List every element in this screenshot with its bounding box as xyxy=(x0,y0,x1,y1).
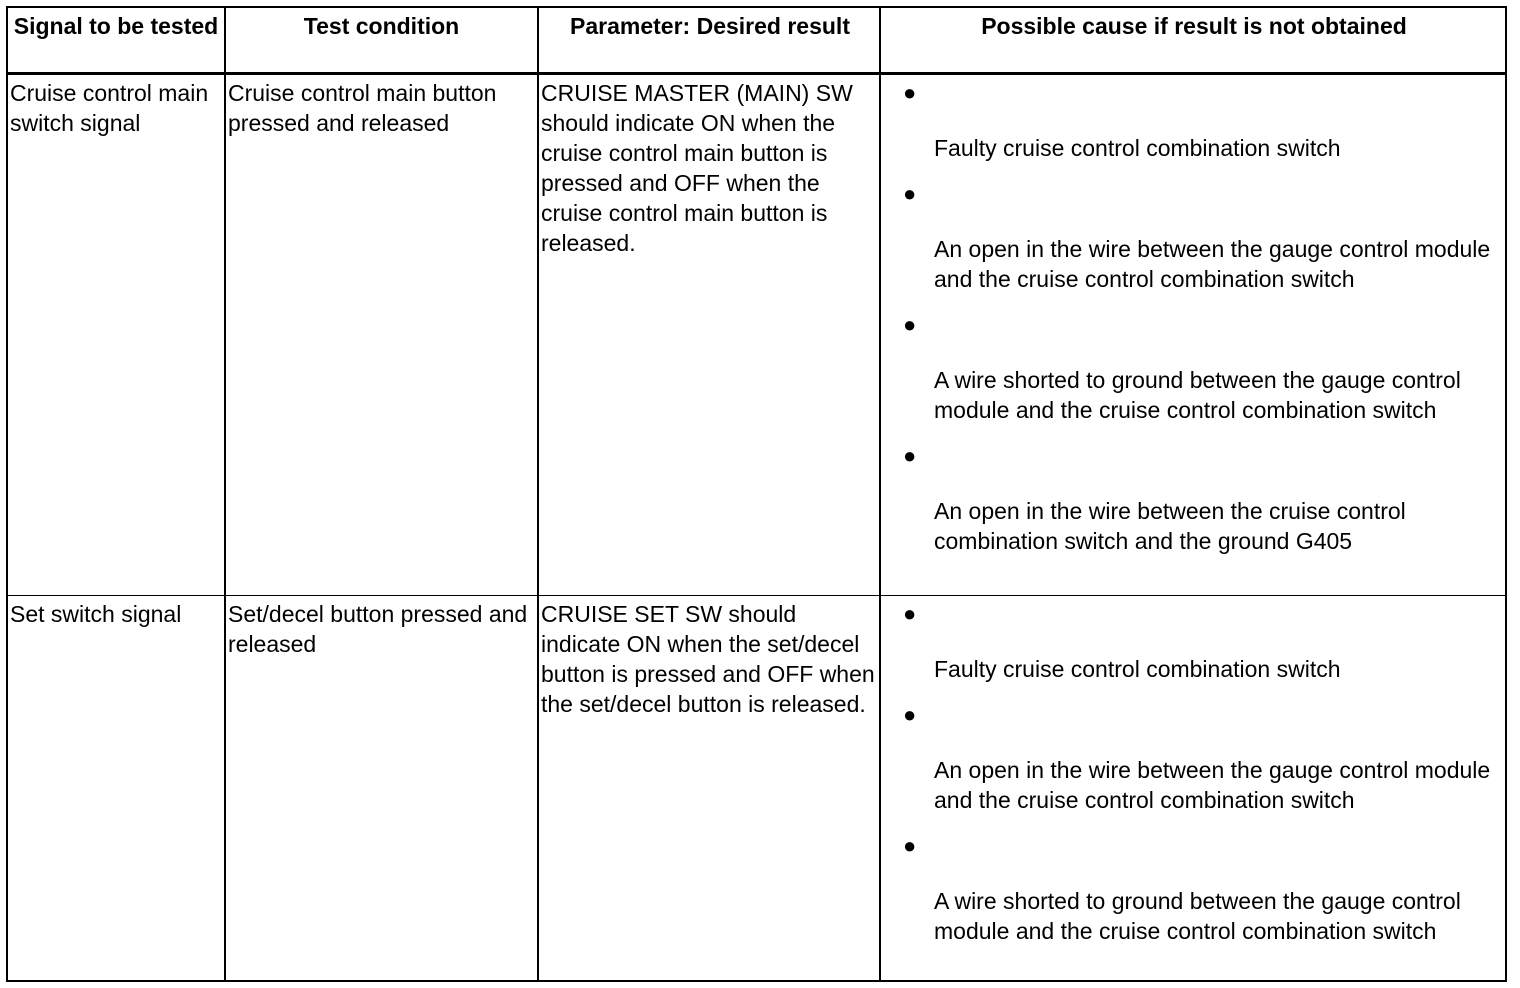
bullet-icon: ● xyxy=(903,443,917,468)
header-possible-cause: Possible cause if result is not obtained xyxy=(981,13,1407,39)
bullet-icon: ● xyxy=(903,181,917,206)
row1-signal: Cruise control main switch signal xyxy=(10,80,209,136)
list-item xyxy=(883,441,1505,556)
list-item xyxy=(883,78,1505,163)
list-item xyxy=(883,831,1505,946)
cause-text: An open in the wire between the gauge control module and the cruise control combination switch xyxy=(934,757,1491,813)
bullet-icon: ● xyxy=(903,833,917,858)
bullet-icon: ● xyxy=(903,80,917,105)
list-item xyxy=(883,179,1505,294)
bullet-icon: ● xyxy=(903,601,917,626)
row2-condition: Set/decel button pressed and released xyxy=(228,601,528,657)
cause-text: A wire shorted to ground between the gauge control module and the cruise control combination switch xyxy=(934,888,1461,944)
row2-causes xyxy=(883,599,1505,980)
header-desired-result: Parameter: Desired result xyxy=(570,13,850,39)
row2-signal: Set switch signal xyxy=(10,601,182,627)
list-item xyxy=(883,700,1505,815)
list-item xyxy=(883,599,1505,684)
bullet-icon: ● xyxy=(903,312,917,337)
row1-condition: Cruise control main button pressed and released xyxy=(228,80,497,136)
cause-text: Faulty cruise control combination switch xyxy=(934,135,1341,161)
cause-text: Faulty cruise control combination switch xyxy=(934,656,1341,682)
row2-result: CRUISE SET SW should indicate ON when the set/decel button is pressed and OFF when the set/decel button is released. xyxy=(541,601,875,717)
diagnostic-table xyxy=(6,6,1507,982)
row1-causes xyxy=(883,78,1505,596)
cause-text: An open in the wire between the gauge control module and the cruise control combination switch xyxy=(934,236,1491,292)
cause-text: A wire shorted to ground between the gauge control module and the cruise control combination switch xyxy=(934,367,1461,423)
cause-text: An open in the wire between the cruise control combination switch and the ground G405 xyxy=(934,498,1406,554)
row1-result: CRUISE MASTER (MAIN) SW should indicate ON when the cruise control main button is pressed and OFF when the cruise control main button is released. xyxy=(541,80,853,256)
bullet-icon: ● xyxy=(903,702,917,727)
header-signal: Signal to be tested xyxy=(13,13,219,39)
header-test-condition: Test condition xyxy=(303,13,460,39)
list-item xyxy=(883,310,1505,425)
